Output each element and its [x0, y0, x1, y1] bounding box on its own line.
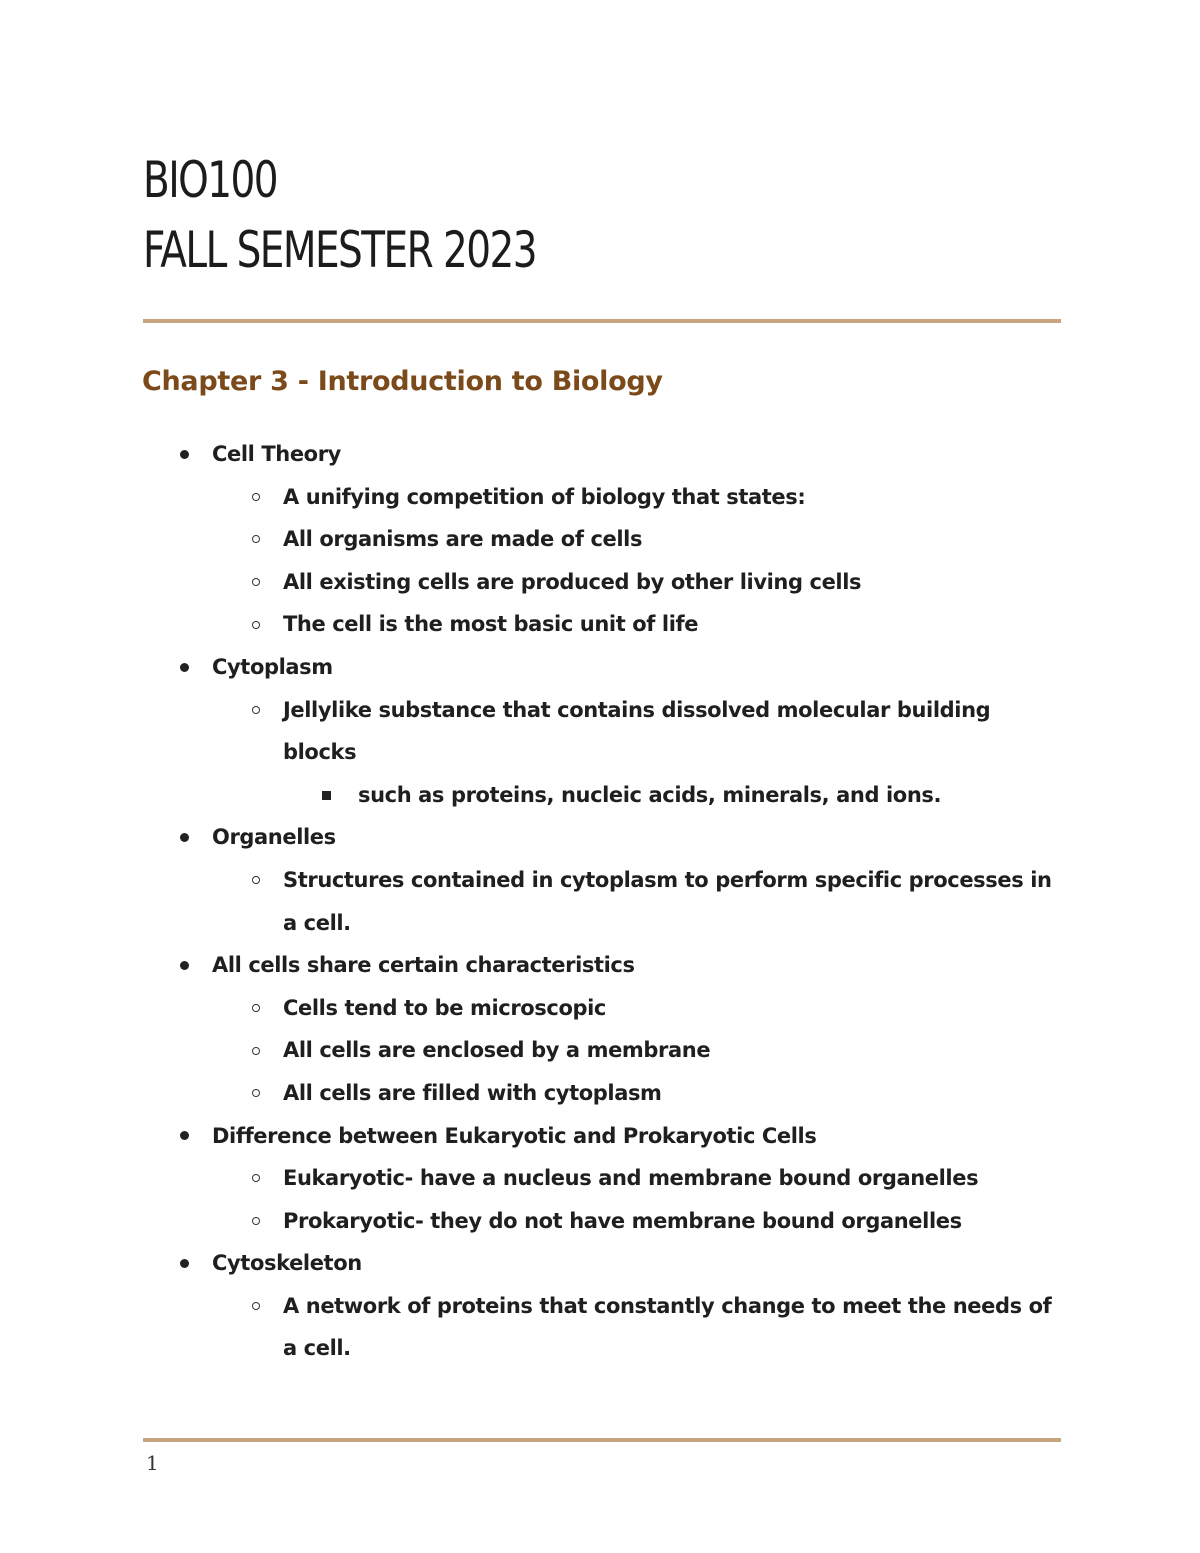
- bullet-circle-icon: [248, 476, 264, 519]
- outline-item-text: All cells share certain characteristics: [212, 953, 635, 978]
- outline-item-text: Cells tend to be microscopic: [283, 995, 606, 1020]
- outline-item-text: Cytoplasm: [212, 654, 333, 679]
- outline-item-level-2: [0, 1072, 1200, 1115]
- bullet-dot-icon: [176, 816, 192, 859]
- outline-item-level-1: [0, 646, 1200, 689]
- outline-item-level-1: [0, 433, 1200, 476]
- bullet-circle-icon: [248, 1157, 264, 1200]
- footer-divider: [143, 1438, 1061, 1442]
- outline-item-level-3: [0, 774, 1200, 817]
- outline-item-text: All cells are enclosed by a membrane: [283, 1038, 711, 1063]
- bullet-circle-icon: [248, 561, 264, 604]
- outline-item-text: All organisms are made of cells: [283, 527, 643, 552]
- outline-item-text: Prokaryotic- they do not have membrane bound organelles: [283, 1208, 962, 1233]
- bullet-circle-icon: [248, 1072, 264, 1115]
- outline-item-text: such as proteins, nucleic acids, minerals, and ions.: [358, 782, 942, 807]
- outline-item-level-1: [0, 816, 1200, 859]
- outline-item-text: Cytoskeleton: [212, 1251, 362, 1276]
- page-number: 1: [146, 1451, 159, 1475]
- outline-item-level-2: [0, 1285, 1200, 1370]
- bullet-circle-icon: [248, 859, 264, 902]
- bullet-circle-icon: [248, 1285, 264, 1328]
- bullet-dot-icon: [176, 646, 192, 689]
- outline-item-level-2: [0, 476, 1200, 519]
- bullet-square-icon: [318, 774, 334, 817]
- semester-title: FALL SEMESTER 2023: [143, 221, 536, 279]
- outline-item-level-2: [0, 1029, 1200, 1072]
- outline-item-level-2: [0, 1200, 1200, 1243]
- outline-item-text: Eukaryotic- have a nucleus and membrane bound organelles: [283, 1166, 979, 1191]
- outline-item-text: The cell is the most basic unit of life: [283, 612, 699, 637]
- outline-item-level-1: [0, 944, 1200, 987]
- outline-item-level-2: [0, 987, 1200, 1030]
- bullet-dot-icon: [176, 1242, 192, 1285]
- bullet-circle-icon: [248, 689, 264, 732]
- bullet-circle-icon: [248, 518, 264, 561]
- outline-item-level-1: [0, 1242, 1200, 1285]
- bullet-dot-icon: [176, 944, 192, 987]
- outline-item-level-2: [0, 1157, 1200, 1200]
- outline-item-level-2: [0, 859, 1200, 944]
- outline-item-level-2: [0, 561, 1200, 604]
- bullet-circle-icon: [248, 1200, 264, 1243]
- outline-item-text: Cell Theory: [212, 442, 341, 466]
- outline-item-text: A network of proteins that constantly change to meet the needs of a cell.: [283, 1293, 1052, 1361]
- bullet-circle-icon: [248, 603, 264, 646]
- outline-item-text: All existing cells are produced by other living cells: [283, 569, 862, 594]
- bullet-circle-icon: [248, 987, 264, 1030]
- outline-item-level-2: [0, 689, 1200, 774]
- outline-item-text: Organelles: [212, 825, 336, 850]
- bullet-circle-icon: [248, 1029, 264, 1072]
- outline-item-text: Structures contained in cytoplasm to perform specific processes in a cell.: [283, 867, 1052, 935]
- header-divider: [143, 319, 1061, 323]
- outline-item-level-1: [0, 1115, 1200, 1158]
- bullet-dot-icon: [176, 1115, 192, 1158]
- outline-item-text: All cells are filled with cytoplasm: [283, 1080, 662, 1105]
- outline-item-text: Difference between Eukaryotic and Prokaryotic Cells: [212, 1123, 817, 1148]
- bullet-dot-icon: [176, 433, 192, 476]
- outline-item-level-2: [0, 603, 1200, 646]
- chapter-heading: Chapter 3 - Introduction to Biology: [142, 366, 663, 397]
- notes-outline: [0, 433, 1200, 1370]
- outline-item-level-2: [0, 518, 1200, 561]
- outline-item-text: A unifying competition of biology that states:: [283, 484, 806, 509]
- course-title: BIO100: [143, 151, 278, 209]
- outline-item-text: Jellylike substance that contains dissolved molecular building blocks: [283, 697, 991, 765]
